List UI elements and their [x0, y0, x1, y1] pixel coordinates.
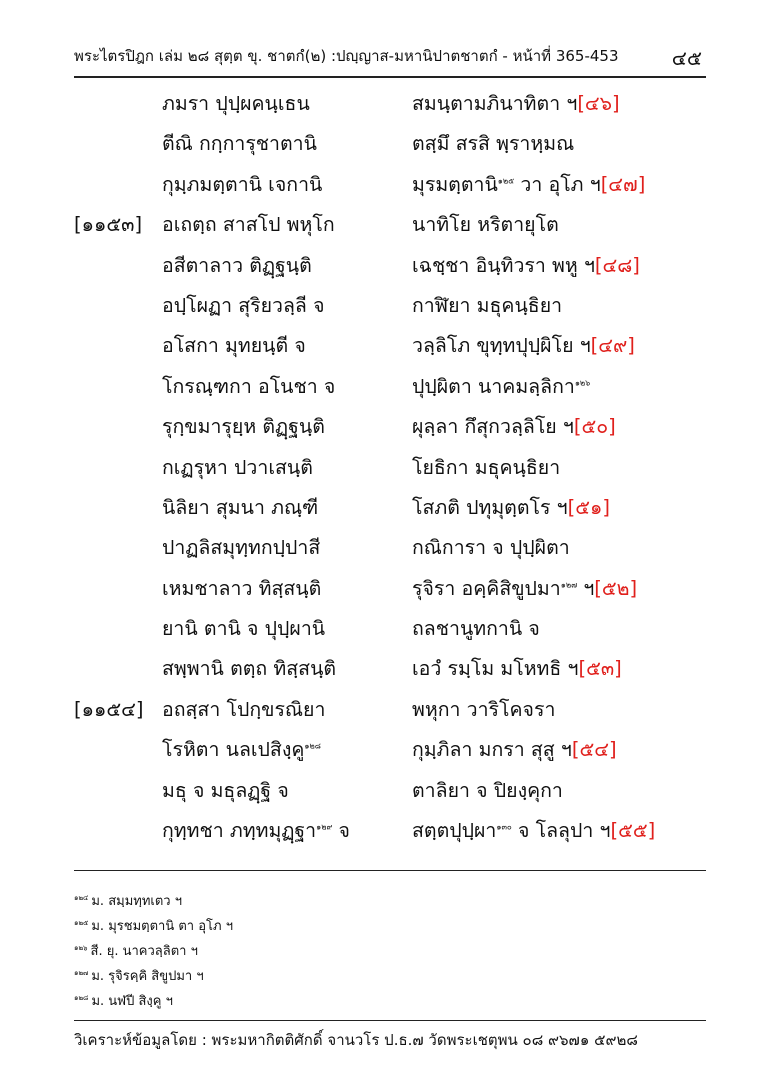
footnote-divider: [74, 870, 706, 871]
verse-left-text: โกรณฺฑกา อโนชา จ: [162, 374, 336, 398]
verse-line: [74, 730, 706, 770]
footnote-ref: ๑๓๐: [496, 822, 512, 832]
footnote-line: [74, 965, 706, 990]
footnote-line: [74, 915, 706, 940]
verse-left-half: [162, 209, 335, 240]
verse-right-half: [412, 734, 617, 765]
verse-right-text: เฉชฺชา อินฺทิวรา พหู ฯ: [412, 253, 595, 277]
verse-left-text: สพฺพานิ ตตฺถ ทิสฺสนฺติ: [162, 657, 337, 681]
paragraph-number: [๑๑๕๓]: [74, 213, 143, 237]
verse-line: [74, 528, 706, 568]
verse-line: [74, 165, 706, 205]
page-footer: วิเคราะห์ข้อมูลโดย : พระมหากิตติศักดิ์ จานวโร ป.ธ.๗ วัดพระเชตุพน ๐๘ ๙๖๗๑ ๕๙๒๘: [74, 1031, 638, 1049]
verse-line: [74, 246, 706, 286]
verse-right-tail: วา อุโภ ฯ: [514, 172, 601, 196]
verse-left-text: อถสฺสา โปกฺขรณิยา: [162, 697, 326, 721]
footnotes: [74, 890, 706, 1015]
verse-left-text: กุมฺภมตฺตานิ เจกานิ: [162, 172, 323, 196]
verse-left-text: มธุ จ มธุลฏฺฐิ จ: [162, 778, 289, 802]
verse-left-half: [162, 573, 321, 604]
verse-number: [๕๐]: [573, 415, 616, 439]
verse-number: [๕๕]: [610, 819, 656, 843]
verse-left-half: [162, 128, 317, 159]
verse-left-half: [162, 330, 306, 361]
verse-left-half: [162, 411, 325, 442]
verse-left-half: [162, 452, 313, 483]
verse-left-half: [162, 775, 289, 806]
verse-line: [74, 124, 706, 164]
footer-divider: [74, 1020, 706, 1021]
verse-left-half: [162, 734, 321, 765]
verse-right-half: [412, 88, 620, 119]
verse-line: [74, 649, 706, 689]
footnote-number: ๑๒๘: [74, 993, 89, 1002]
verse-right-half: [412, 492, 610, 523]
verse-left-text: นิลิยา สุมนา ภณฺฑี: [162, 495, 319, 519]
verse-left-half: [162, 169, 322, 200]
footnote-ref: ๑๒๖: [574, 378, 591, 388]
verse-right-half: [412, 573, 637, 604]
verse-number: [๕๒]: [594, 576, 638, 600]
verse-left-half: [162, 532, 320, 563]
verse-line: [74, 326, 706, 366]
verse-line: [74, 771, 706, 811]
footnote-text: ม. สมฺมทฺทเตว ฯ: [91, 894, 183, 909]
verse-right-text: กุมฺภิลา มกรา สุสู ฯ: [412, 738, 572, 762]
footnote-text: สี. ยุ. นาควลฺลิตา ฯ: [90, 944, 198, 959]
footnote-text: ม. นฬปี สิงฺคู ฯ: [91, 994, 173, 1009]
verse-line: [74, 286, 706, 326]
verse-left-half: [162, 613, 325, 644]
verse-number: [๔๙]: [590, 334, 635, 358]
verse-left-text: ปาฏลิสมุทฺทกปฺปาสี: [162, 536, 321, 560]
verse-number: [๕๓]: [578, 657, 622, 681]
verse-right-half: [412, 613, 540, 644]
verse-left-text: ภมรา ปุปฺผคนฺเธน: [162, 92, 310, 115]
verse-right-text: ผุลฺลา กึสุกวลฺลิโย ฯ: [412, 415, 574, 439]
verse-right-text: วลฺลิโภ ขุทฺทปุปฺผิโย ฯ: [412, 334, 591, 358]
verse-right-text: รุจิรา อคฺคิสิขูปมา: [412, 576, 561, 600]
verse-right-half: [412, 290, 562, 321]
footnote-ref: ๑๒๙: [316, 822, 333, 832]
paragraph-number: [๑๑๕๔]: [74, 697, 144, 721]
verse-left-half: [162, 290, 325, 321]
verse-line: [74, 407, 706, 447]
footnote-line: [74, 990, 706, 1015]
verse-left-half: [162, 88, 310, 119]
footnote-number: ๑๒๖: [74, 943, 88, 952]
verse-number: [๕๑]: [567, 495, 610, 519]
verse-left-text: อเถตฺถ สาสโป พหุโก: [162, 213, 335, 237]
verse-line: [74, 811, 706, 851]
verse-left-text: กเฏรุหา ปวาเสนฺติ: [162, 455, 313, 479]
verse-left-text: อปฺโผฏา สุริยวลฺลี จ: [162, 293, 325, 317]
verse-right-text: ตาลิยา จ ปิยงฺคุกา: [412, 778, 563, 802]
verse-line: [74, 205, 706, 245]
verse-right-half: [412, 694, 555, 725]
verse-left-text: ยานิ ตานิ จ ปุปฺผานิ: [162, 617, 326, 641]
footnote-text: ม. รุจิรคฺคิ สิขูปมา ฯ: [91, 969, 204, 984]
verse-left-text: รุกฺขมารุยฺห ติฏฺฐนฺติ: [162, 415, 325, 439]
verse-right-half: [412, 452, 560, 483]
verse-number: [๔๘]: [594, 253, 640, 277]
verse-number: [๕๔]: [571, 738, 617, 762]
verse-line: [74, 609, 706, 649]
footnote-ref: ๑๒๗: [560, 580, 578, 590]
verse-left-text: กุทฺทชา ภทฺทมุฏฺฐา: [162, 819, 317, 843]
verse-left-text: โรหิตา นลเปสิงฺคู: [162, 738, 305, 762]
verse-left-half: [162, 492, 318, 523]
verse-right-half: [412, 250, 640, 281]
verse-right-text: โยธิกา มธุคนฺธิยา: [412, 455, 561, 479]
verse-left-half: [162, 371, 335, 402]
verse-right-half: [412, 532, 570, 563]
footnote-line: [74, 940, 706, 965]
verse-line: [74, 690, 706, 730]
verse-left-half: [162, 815, 350, 846]
verse-right-text: สมนฺตามภินาทิตา ฯ: [412, 92, 578, 115]
verse-number: [๔๗]: [600, 172, 646, 196]
verse-block: [74, 84, 706, 851]
verse-right-tail: ฯ: [577, 576, 595, 600]
verse-line: [74, 488, 706, 528]
verse-right-text: โสภติ ปทุมุตฺตโร ฯ: [412, 495, 568, 519]
verse-right-half: [412, 330, 635, 361]
verse-left-text: ตีณิ กกฺการุชาตานิ: [162, 132, 317, 156]
verse-right-half: [412, 169, 645, 200]
verse-left-half: [162, 653, 336, 684]
page-number: ๔๕: [671, 46, 702, 70]
verse-right-half: [412, 371, 590, 402]
footnote-text: ม. มุรชมตฺตานิ ตา อุโภ ฯ: [91, 919, 234, 934]
footnote-ref: ๑๒๘: [304, 741, 321, 751]
verse-line: [74, 367, 706, 407]
footnote-ref: ๑๒๕: [497, 176, 515, 186]
verse-right-half: [412, 411, 616, 442]
verse-right-text: สตฺตปุปฺผา: [412, 819, 497, 843]
footnote-number: ๑๒๔: [74, 893, 89, 902]
verse-right-half: [412, 209, 559, 240]
verse-left-text: อสีตาลาว ติฏฺฐนฺติ: [162, 253, 312, 277]
verse-line: [74, 84, 706, 124]
verse-left-text: เหมชาลาว ทิสฺสนฺติ: [162, 576, 322, 600]
verse-left-half: [162, 694, 325, 725]
verse-right-text: กณิการา จ ปุปฺผิตา: [412, 536, 570, 560]
verse-left-tail: จ: [332, 819, 350, 843]
verse-right-half: [412, 128, 574, 159]
verse-right-tail: จ โลลุปา ฯ: [511, 819, 611, 843]
verse-line: [74, 569, 706, 609]
verse-right-text: พหุกา วาริโคจรา: [412, 697, 556, 721]
header-title: พระไตรปิฎก เล่ม ๒๘ สุตฺต ขุ. ชาตกํ(๒) :ปญฺญาส-มหานิปาตชาตกํ - หน้าที่ 365-453: [74, 47, 619, 65]
footnote-number: ๑๒๗: [74, 968, 89, 977]
footnote-line: [74, 890, 706, 915]
verse-left-half: [162, 250, 312, 281]
verse-right-half: [412, 815, 655, 846]
verse-number: [๔๖]: [577, 92, 620, 115]
page-header: [74, 40, 706, 78]
verse-right-text: ถลชานูทกานิ จ: [412, 617, 540, 641]
verse-right-text: กาฬิยา มธุคนฺธิยา: [412, 293, 563, 317]
verse-left-text: อโสกา มุทยนฺตี จ: [162, 334, 306, 358]
verse-right-text: ปุปฺผิตา นาคมลฺลิกา: [412, 374, 575, 398]
verse-right-text: มุรมตฺตานิ: [412, 172, 498, 196]
verse-right-half: [412, 653, 622, 684]
verse-right-text: ตสฺมึ สรสิ พฺราหฺมณ: [412, 132, 575, 156]
verse-line: [74, 448, 706, 488]
footnote-number: ๑๒๕: [74, 918, 89, 927]
verse-right-text: เอวํ รมฺโม มโหทธิ ฯ: [412, 657, 579, 681]
verse-right-half: [412, 775, 563, 806]
verse-right-text: นาทิโย หริตายุโต: [412, 213, 559, 237]
